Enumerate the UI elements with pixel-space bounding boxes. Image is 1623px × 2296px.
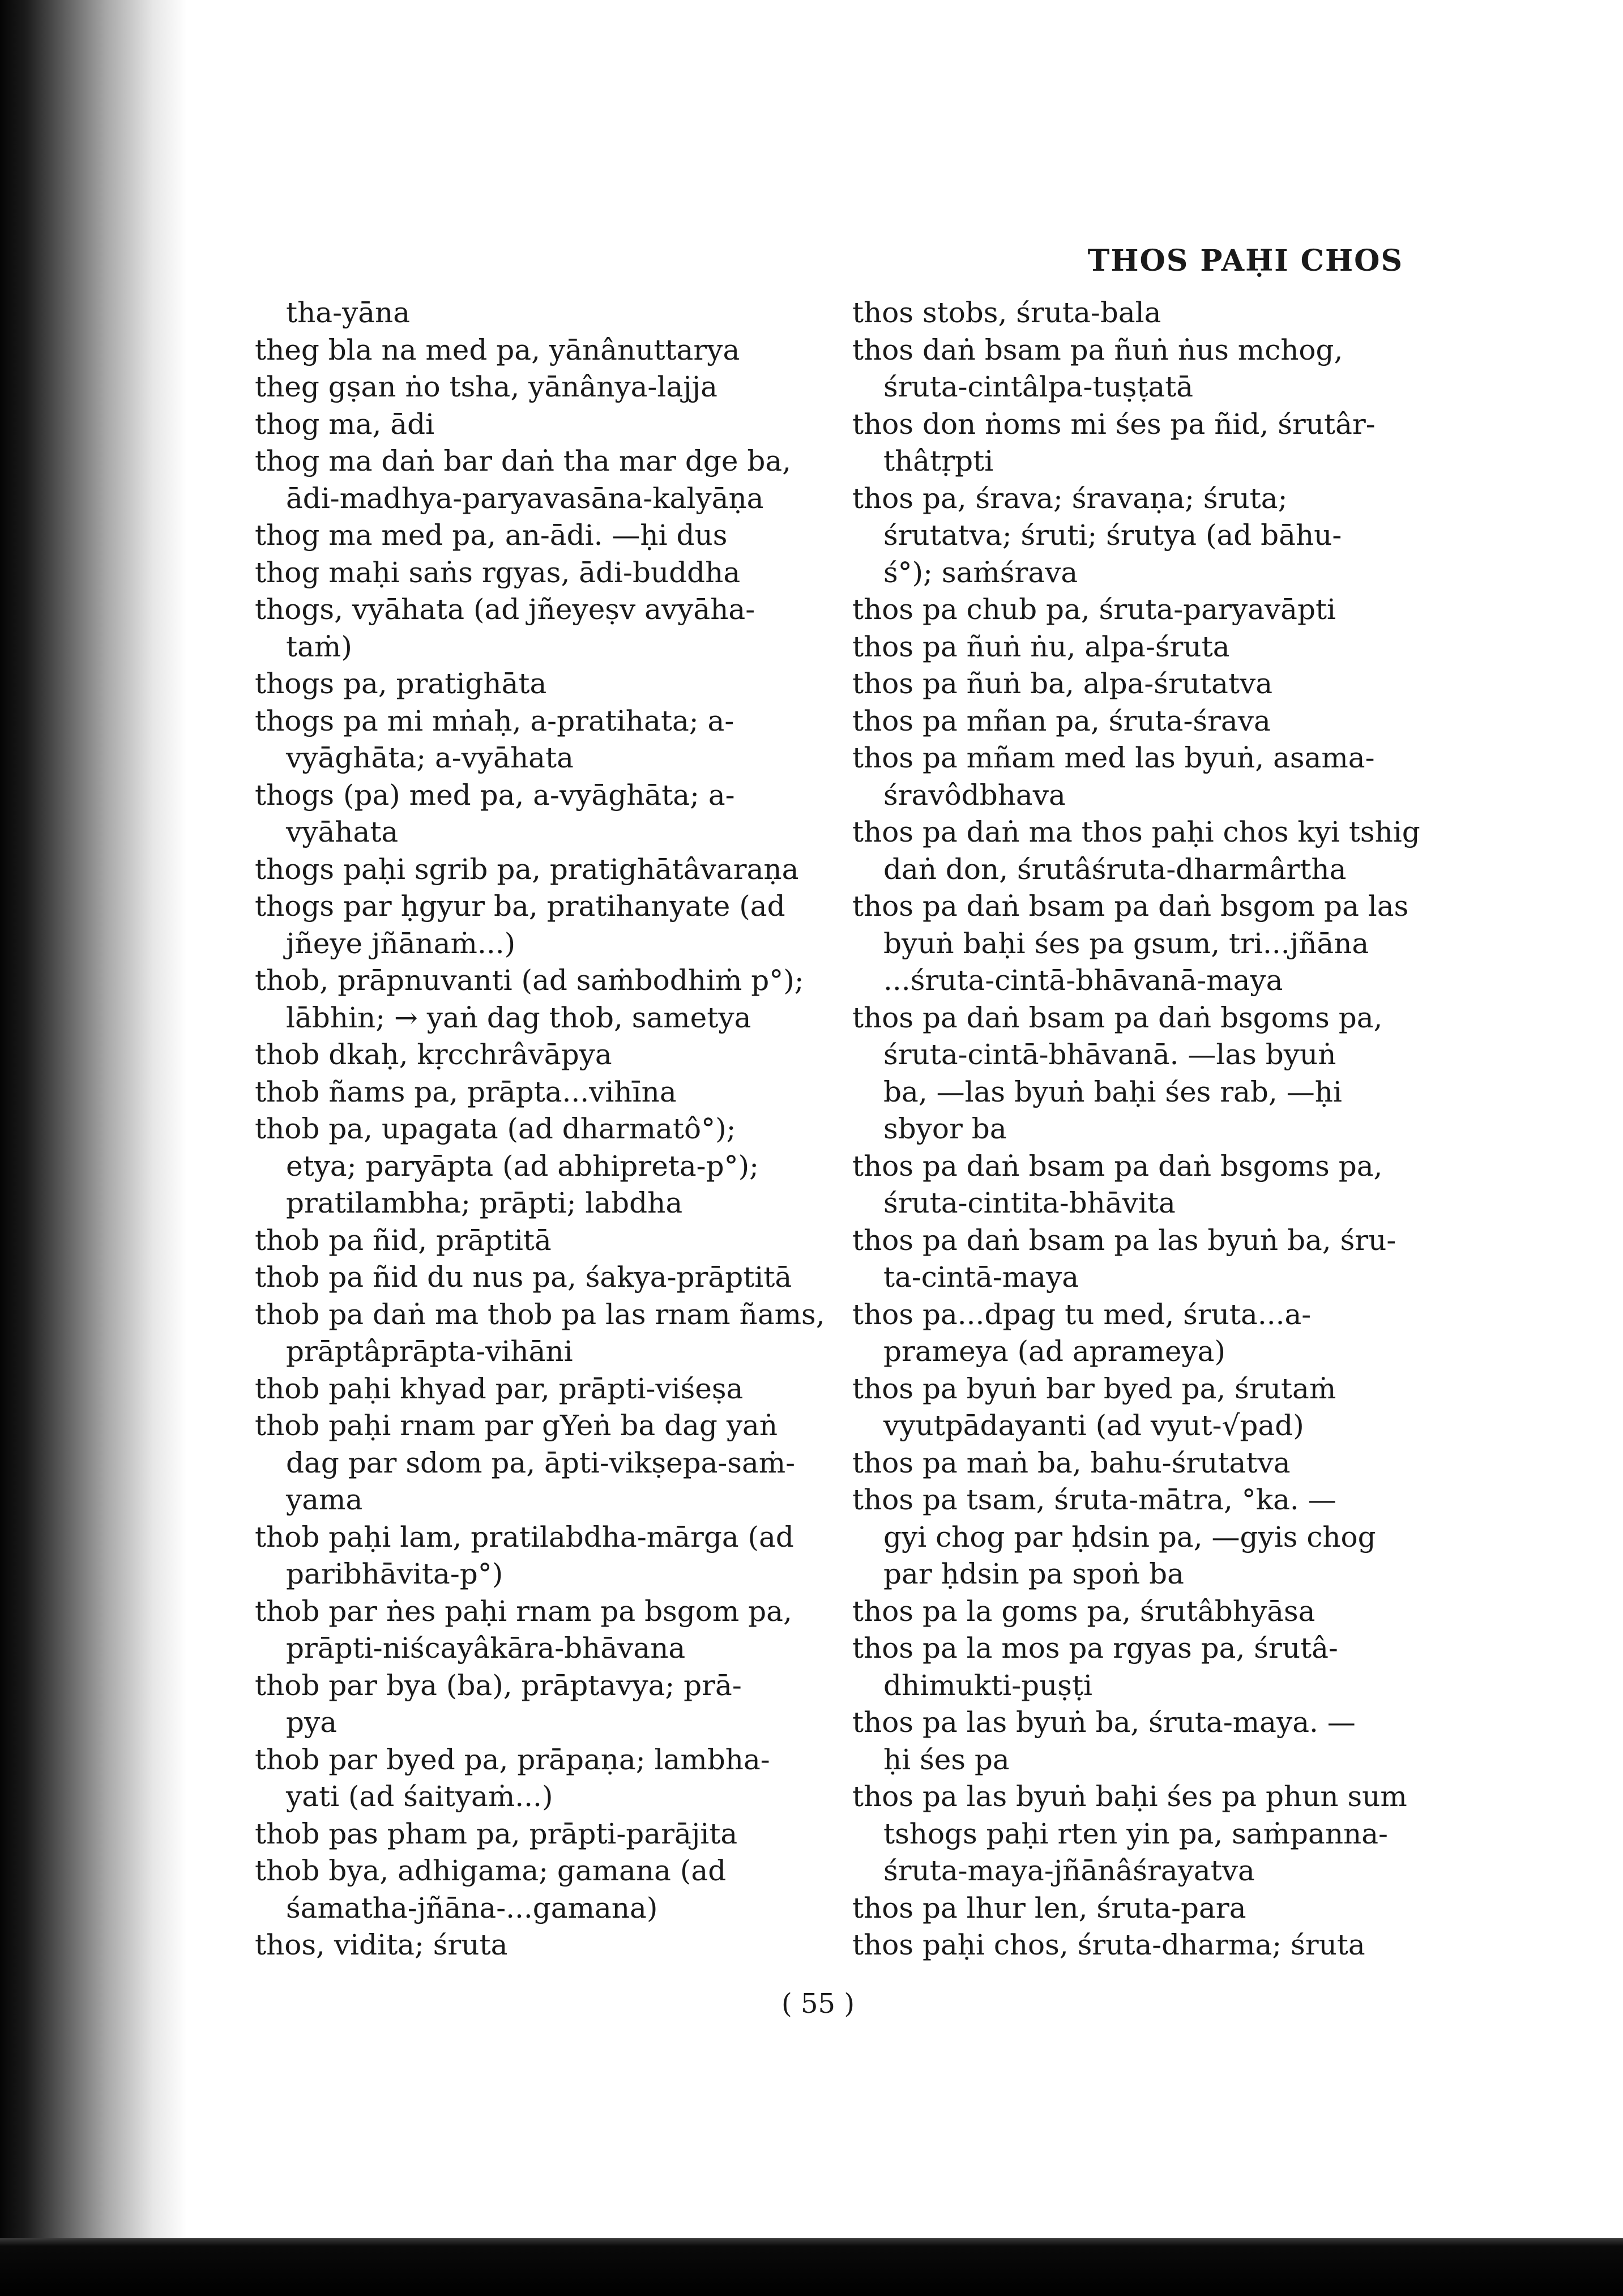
entry-line: thos pa la goms pa, śrutâbhyāsa: [852, 1594, 1316, 1628]
entry-line: pratilambha; prāpti; labdha: [286, 1187, 683, 1219]
page-number: ( 55 ): [781, 1988, 855, 2020]
entry-line: thog ma, ādi: [255, 407, 435, 441]
entry-line: theg gṣan ṅo tsha, yānânya-lajja: [255, 370, 717, 403]
entry-line: prameya (ad aprameya): [883, 1335, 1225, 1368]
entry-line: thob paḥi khyad par, prāpti-viśeṣa: [255, 1372, 744, 1405]
entry-line: thos pa las byuṅ ba, śruta-maya. —: [852, 1706, 1356, 1739]
entry-line: thob pa daṅ ma thob pa las rnam ñams,: [255, 1298, 825, 1331]
entry-line: thos, vidita; śruta: [255, 1928, 508, 1961]
entry-line: thob par byed pa, prāpaṇa; lambha-: [255, 1743, 770, 1776]
entry-line: par ḥdsin pa spoṅ ba: [883, 1557, 1184, 1590]
entry-line: paribhāvita-p°): [286, 1557, 503, 1590]
entry-line: ādi-madhya-paryavasāna-kalyāṇa: [286, 481, 764, 515]
entry-line: thog ma daṅ bar daṅ tha mar dge ba,: [255, 445, 792, 477]
entry-line: taṁ): [286, 630, 352, 663]
entry-line: ta-cintā-maya: [883, 1261, 1079, 1294]
entry-line: pya: [286, 1706, 338, 1739]
entry-line: thog ma med pa, an-ādi. —ḥi dus: [255, 519, 728, 552]
entry-line: śravôdbhava: [883, 778, 1066, 812]
entry-line: thob pas pham pa, prāpti-parājita: [255, 1817, 738, 1850]
entry-line: thos daṅ bsam pa ñuṅ ṅus mchog,: [852, 333, 1343, 366]
entry-line: thos pa mñan pa, śruta-śrava: [852, 704, 1271, 737]
entry-line: thos pa ñuṅ ba, alpa-śrutatva: [852, 667, 1273, 700]
entry-line: śamatha-jñāna-...gamana): [286, 1891, 658, 1924]
entry-line: thos pa daṅ bsam pa daṅ bsgom pa las: [852, 890, 1409, 923]
entry-line: thob par ṅes paḥi rnam pa bsgom pa,: [255, 1594, 792, 1628]
entry-line: thos pa tsam, śruta-mātra, °ka. —: [852, 1483, 1336, 1516]
right-column: [852, 295, 1424, 1964]
entry-line: byuṅ baḥi śes pa gsum, tri...jñāna: [883, 927, 1369, 960]
entry-line: thos pa byuṅ bar byed pa, śrutaṁ: [852, 1372, 1336, 1405]
entry-line: ś°); saṁśrava: [883, 556, 1078, 589]
entry-line: thogs paḥi sgrib pa, pratighātâvaraṇa: [255, 852, 799, 886]
entry-line: thos pa...dpag tu med, śruta...a-: [852, 1298, 1312, 1331]
scan-shadow-left: [0, 0, 187, 2296]
entry-line: thog maḥi saṅs rgyas, ādi-buddha: [255, 556, 741, 589]
entry-line: thob paḥi rnam par gYeṅ ba dag yaṅ: [255, 1409, 778, 1442]
entry-line: thogs, vyāhata (ad jñeyeṣv avyāha-: [255, 593, 755, 626]
entry-line: daṅ don, śrutâśruta-dharmârtha: [883, 852, 1347, 886]
entry-line: etya; paryāpta (ad abhipreta-p°);: [286, 1149, 759, 1183]
entry-line: thos pa maṅ ba, bahu-śrutatva: [852, 1446, 1291, 1479]
entry-line: prāpti-niścayâkāra-bhāvana: [286, 1632, 686, 1665]
entry-line: thos paḥi chos, śruta-dharma; śruta: [852, 1928, 1365, 1961]
entry-line: yama: [286, 1483, 363, 1516]
entry-line: ...śruta-cintā-bhāvanā-maya: [883, 964, 1283, 997]
entry-line: sbyor ba: [883, 1112, 1007, 1145]
entry-line: thos pa mñam med las byuṅ, asama-: [852, 741, 1375, 774]
scan-shadow-bottom: [0, 2238, 1623, 2296]
entry-line: tshogs paḥi rten yin pa, saṁpanna-: [883, 1817, 1388, 1850]
entry-line: theg bla na med pa, yānânuttarya: [255, 333, 740, 366]
entry-line: vyutpādayanti (ad vyut-√pad): [883, 1409, 1304, 1442]
entry-line: jñeye jñānaṁ...): [286, 927, 516, 960]
entry-line: thob pa ñid du nus pa, śakya-prāptitā: [255, 1261, 792, 1294]
entry-line: thob paḥi lam, pratilabdha-mārga (ad: [255, 1520, 794, 1554]
entry-line: śruta-cintâlpa-tuṣṭatā: [883, 370, 1194, 403]
entry-line: thos pa daṅ bsam pa daṅ bsgoms pa,: [852, 1149, 1383, 1183]
entry-line: thob par bya (ba), prāptavya; prā-: [255, 1668, 742, 1702]
entry-line: dhimukti-puṣṭi: [883, 1668, 1093, 1702]
entry-line: thos pa daṅ bsam pa daṅ bsgoms pa,: [852, 1001, 1383, 1034]
entry-line: gyi chog par ḥdsin pa, —gyis chog: [883, 1520, 1376, 1554]
entry-line: thogs par ḥgyur ba, pratihanyate (ad: [255, 890, 785, 923]
entry-line: thob pa, upagata (ad dharmatô°);: [255, 1112, 736, 1145]
entry-line: thos pa daṅ ma thos paḥi chos kyi tshig: [852, 816, 1420, 848]
entry-line: yati (ad śaityaṁ...): [286, 1780, 553, 1813]
entry-line: ba, —las byuṅ baḥi śes rab, —ḥi: [883, 1075, 1342, 1108]
entry-line: śrutatva; śruti; śrutya (ad bāhu-: [883, 519, 1342, 552]
entry-line: thos pa ñuṅ ṅu, alpa-śruta: [852, 630, 1230, 663]
entry-line: thogs (pa) med pa, a-vyāghāta; a-: [255, 778, 735, 812]
left-column: [255, 295, 827, 1964]
entry-line: thos pa las byuṅ baḥi śes pa phun sum: [852, 1780, 1407, 1813]
entry-line: prāptâprāpta-vihāni: [286, 1335, 573, 1368]
entry-line: thos pa la mos pa rgyas pa, śrutâ-: [852, 1632, 1338, 1665]
entry-line: tha-yāna: [286, 296, 411, 329]
entry-line: thob, prāpnuvanti (ad saṁbodhiṁ p°);: [255, 964, 804, 997]
entry-line: vyāhata: [286, 816, 399, 848]
entry-line: thâtṛpti: [883, 445, 994, 477]
entry-line: thob pa ñid, prāptitā: [255, 1223, 552, 1257]
entry-line: śruta-cintita-bhāvita: [883, 1187, 1176, 1219]
entry-line: thos pa chub pa, śruta-paryavāpti: [852, 593, 1336, 626]
entry-line: thos pa, śrava; śravaṇa; śruta;: [852, 481, 1288, 515]
entry-line: thob ñams pa, prāpta...vihīna: [255, 1075, 677, 1108]
entry-line: thob bya, adhigama; gamana (ad: [255, 1854, 727, 1887]
entry-line: śruta-cintā-bhāvanā. —las byuṅ: [883, 1038, 1336, 1071]
entry-line: lābhin; → yaṅ dag thob, sametya: [286, 1001, 751, 1034]
entry-line: thogs pa mi mṅaḥ, a-pratihata; a-: [255, 704, 734, 737]
entry-line: thos don ṅoms mi śes pa ñid, śrutâr-: [852, 407, 1376, 441]
running-header: THOS PAḤI CHOS: [1087, 244, 1403, 278]
entry-line: thos pa lhur len, śruta-para: [852, 1891, 1246, 1924]
entry-line: thogs pa, pratighāta: [255, 667, 547, 700]
entry-line: vyāghāta; a-vyāhata: [286, 741, 574, 774]
entry-line: śruta-maya-jñānâśrayatva: [883, 1854, 1255, 1887]
entry-line: ḥi śes pa: [883, 1743, 1010, 1776]
entry-line: dag par sdom pa, āpti-vikṣepa-saṁ-: [286, 1446, 796, 1479]
entry-line: thob dkaḥ, kṛcchrâvāpya: [255, 1038, 612, 1071]
entry-line: thos stobs, śruta-bala: [852, 296, 1161, 329]
entry-line: thos pa daṅ bsam pa las byuṅ ba, śru-: [852, 1223, 1396, 1257]
